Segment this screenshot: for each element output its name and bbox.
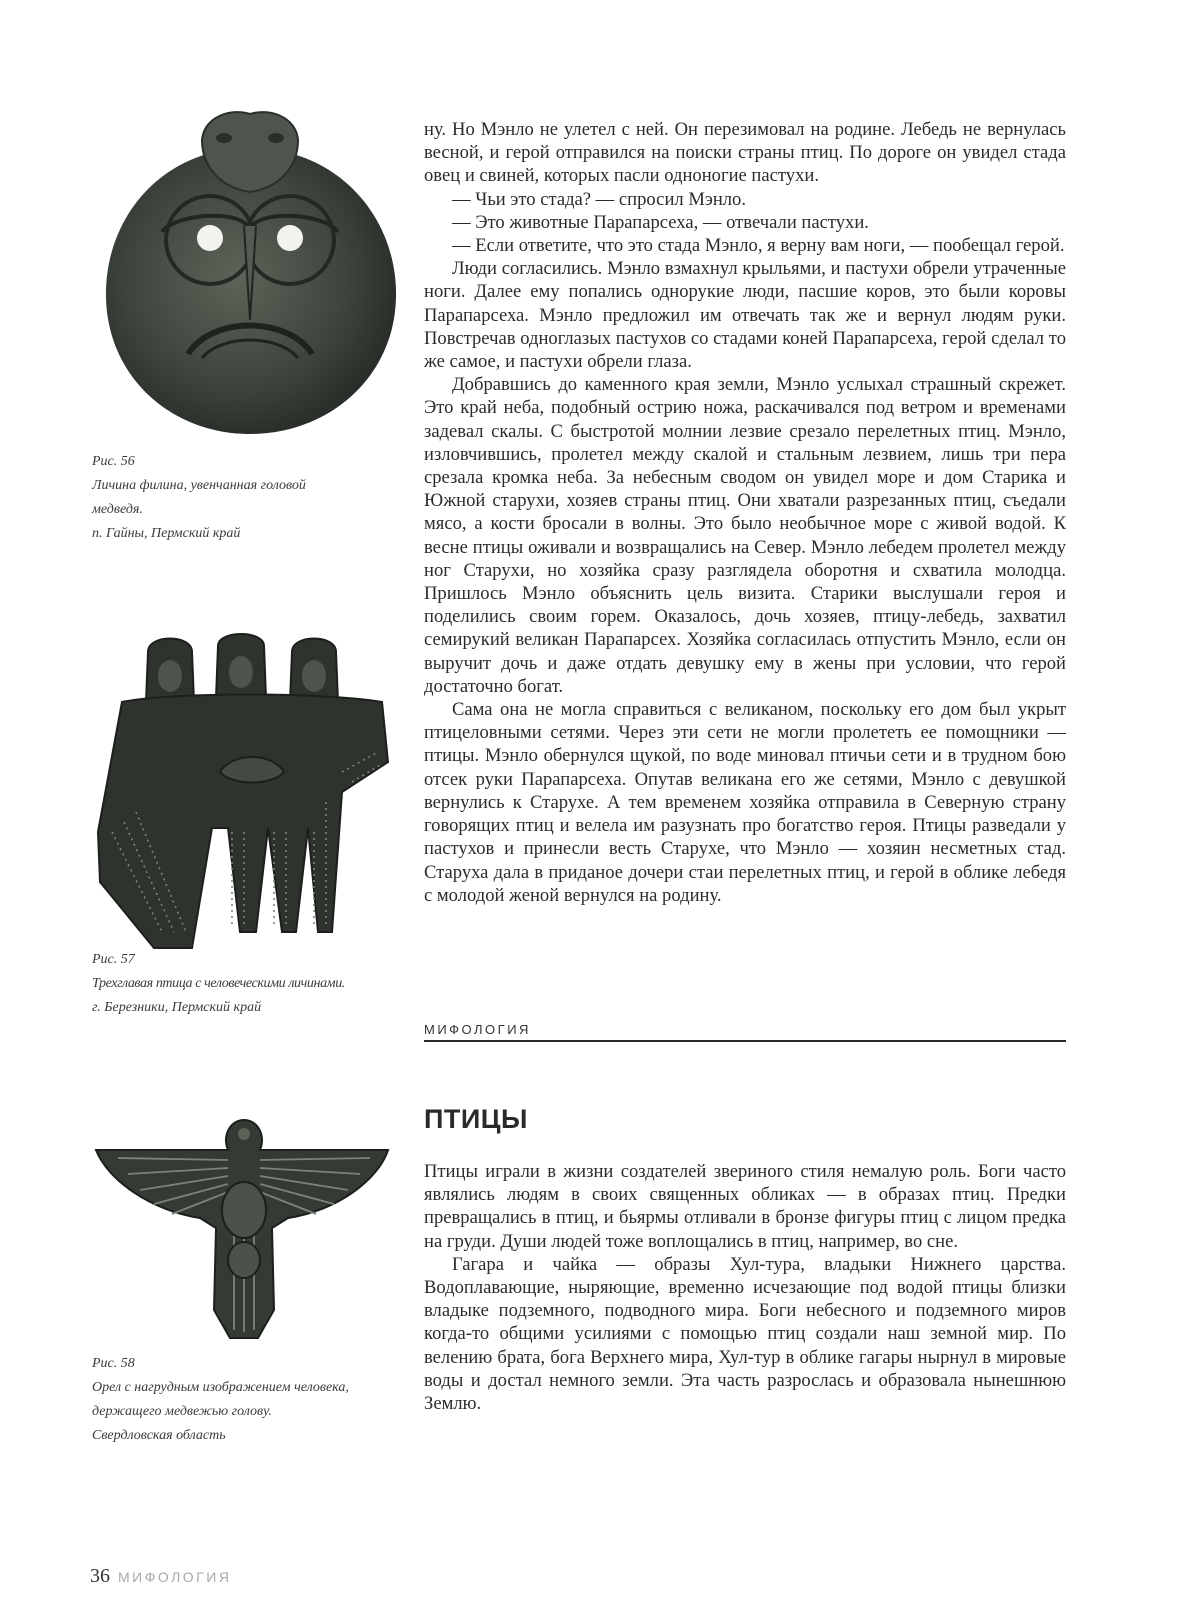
birds-paragraph: Гагара и чайка — образы Хул-тура, владыки Нижнего царства. Водоплавающие, ныряющие, временно исчезающие под водой птицы близки владыке подземного, подводного мира. Боги небесного и подземного миров когда-то общими усилиями с помощью птиц создали наш земной мир. По велению брата, бога Верхнего мира, Хул-тур в облике гагары нырнул в мировые воды и достал немного земли. Эта часть разрослась и образовала нынешнюю Землю.	[424, 1253, 1066, 1415]
story-paragraph: — Это животные Парапарсеха, — отвечали пастухи.	[452, 211, 869, 233]
caption-line: Рис. 57	[92, 952, 135, 967]
figure-58-eagle	[88, 1110, 400, 1347]
story-paragraph: — Если ответите, что это стада Мэнло, я верну вам ноги, — пообещал герой.	[452, 235, 1065, 257]
eagle-with-human-figure-plaque-icon	[88, 1110, 400, 1342]
birds-text	[424, 1160, 1066, 1415]
caption-line: Трехглавая птица с человеческими личинами.	[92, 976, 345, 991]
caption-line: Рис. 56	[92, 454, 135, 469]
owl-mask-plaque-icon	[92, 108, 408, 444]
story-paragraph: — Чьи это стада? — спросил Мэнло.	[452, 188, 747, 210]
figure-56-caption	[92, 450, 412, 546]
three-headed-bird-plaque-icon	[92, 632, 400, 950]
figure-58-caption	[92, 1352, 412, 1448]
section-label: МИФОЛОГИЯ	[424, 1022, 1066, 1042]
figure-57-three-headed-bird	[92, 632, 400, 955]
caption-line: п. Гайны, Пермский край	[92, 526, 241, 541]
figure-57-caption	[92, 948, 412, 1020]
figure-56-owl-mask	[92, 108, 408, 449]
story-paragraph: Люди согласились. Мэнло взмахнул крыльями, и пастухи обрели утраченные ноги. Далее ему попались однорукие люди, пасшие коров, это были коровы Парапарсеха. Мэнло предложил им отвечать так же и вернул людям руки. Повстречав одноглазых пастухов со стадами коней Парапарсеха, герой сделал то же самое, и пастухи обрели глаза.	[424, 258, 1066, 373]
page-number: 36	[90, 1565, 110, 1587]
story-text	[424, 118, 1066, 907]
story-paragraph: ну. Но Мэнло не улетел с ней. Он перезимовал на родине. Лебедь не вернулась весной, и герой отправился на поиски страны птиц. По дороге он увидел стада овец и свиней, которых пасли одноногие пастухи.	[424, 119, 1066, 187]
caption-line: Личина филина, увенчанная головой	[92, 478, 306, 493]
caption-line: держащего медвежью голову.	[92, 1404, 272, 1419]
running-footer-label: МИФОЛОГИЯ	[118, 1569, 232, 1585]
caption-line: г. Березники, Пермский край	[92, 1000, 262, 1015]
story-paragraph: Добравшись до каменного края земли, Мэнло услыхал страшный скрежет. Это край неба, подобный острию ножа, раскачивался под ветром и временами задевал скалы. С быстротой молнии лезвие срезало перелетных птиц. Мэнло, изловчившись, пролетел между скалой и стальным лезвием, лишь три пера срезала кромка неба. За небесным сводом он увидел море и дом Старика и Южной старухи, хозяев страны птиц. Они хватали разрезанных птиц, съедали мясо, а кости бросали в волны. Это было необычное море с живой водой. К весне птицы оживали и возвращались на Север. Мэнло лебедем пролетел между ног Старухи, но хозяйка сразу разглядела оборотня и схватила молодца. Пришлось Мэнло объяснить цель визита. Старики выслушали героя и поделились своим горем. Оказалось, дочь хозяев, птицу-лебедь, захватил семирукий великан Парапарсех. Хозяйка согласилась отпустить Мэнло, если он выручит дочь и даже отдать девушку ему в жены при условии, что герой достаточно богат.	[424, 374, 1066, 697]
caption-line: медведя.	[92, 502, 143, 517]
caption-line: Рис. 58	[92, 1356, 135, 1371]
page-footer	[90, 1565, 231, 1588]
birds-paragraph: Птицы играли в жизни создателей звериного стиля немалую роль. Боги часто являлись людям в своих священных обликах — в образах птиц. Предки превращались в птиц, и бьярмы отливали в бронзе фигуры птиц с лицом предка на груди. Души людей тоже воплощались в птиц, например, во сне.	[424, 1161, 1066, 1252]
section-title: ПТИЦЫ	[424, 1104, 528, 1134]
caption-line: Свердловская область	[92, 1428, 226, 1443]
story-paragraph: Сама она не могла справиться с великаном, поскольку его дом был укрыт птицеловными сетями. Через эти сети не могли пролететь ее помощники — птицы. Мэнло обернулся щукой, по воде миновал птичьи сети и в трудном бою отсек руки Парапарсеха. Опутав великана его же сетями, Мэнло с девушкой вернулись к Старухе. А тем временем хозяйка отправила в Северную страну говорящих птиц и велела им разузнать про богатство героя. Птицы разведали у пастухов и принесли весть Старухе, что Мэнло — хозяин несметных стад. Старуха дала в приданое дочери стаи перелетных птиц, и герой в облике лебедя с молодой женой вернулся на родину.	[424, 699, 1066, 906]
caption-line: Орел с нагрудным изображением человека,	[92, 1380, 349, 1395]
